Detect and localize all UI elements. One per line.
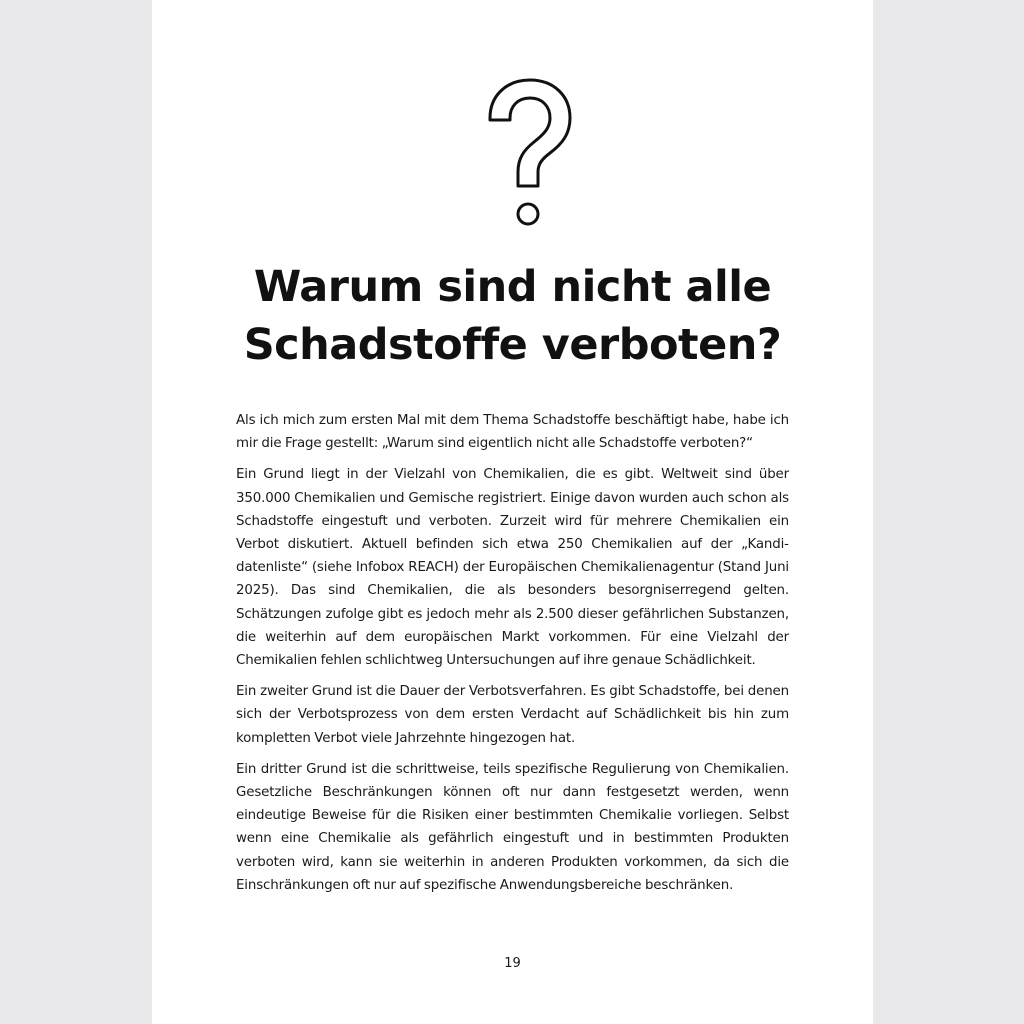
title-line-1: Warum sind nicht alle: [253, 262, 772, 312]
page-title: [152, 258, 873, 374]
question-mark-icon: [480, 76, 576, 228]
body-text: [236, 409, 789, 905]
title-line-2: Schadstoffe verboten?: [243, 320, 782, 370]
paragraph-1: Als ich mich zum ersten Mal mit dem Thema Schadstoffe beschäftigt habe, habe ich mir die Frage gestellt: „Warum sind eigentlich nicht alle Schadstoffe verboten?“: [236, 413, 789, 452]
paragraph-4: Ein dritter Grund ist die schrittweise, teils spezifische Regulierung von Chemikalien. Gesetzliche Beschränkungen können oft nur dann festgesetzt werden, wenn eindeutige Beweise für die Risiken einer bestimmten Chemikalie vorliegen. Selbst wenn eine Chemikalie als gefährlich eingestuft und in bestimmten Produkten verboten wird, kann sie weiterhin in anderen Produkten vorkommen, da sich die Einschränkungen oft nur auf spezifische Anwendungsbereiche beschränken.: [236, 761, 789, 893]
page-number: 19: [504, 956, 521, 971]
paragraph-2: Ein Grund liegt in der Vielzahl von Chemikalien, die es gibt. Weltweit sind über 350.000 Chemikalien und Gemische registriert. Einige davon wurden auch schon als Schadstoffe eingestuft und verboten. Zurzeit wird für mehrere Chemikalien ein Verbot diskutiert. Aktuell befinden sich etwa 250 Chemikalien auf der „Kandidatenliste“ (siehe Infobox REACH) der Europäischen Chemikalienagentur (Stand Juni 2025). Das sind Chemikalien, die als besonders besorgniserregend gelten. Schätzungen zufolge gibt es jedoch mehr als 2.500 dieser gefährlichen Substanzen, die weiterhin auf dem europäischen Markt vorkommen. Für eine Vielzahl der Chemikalien fehlen schlichtweg Untersuchungen auf ihre genaue Schädlichkeit.: [236, 467, 789, 669]
paragraph-3: Ein zweiter Grund ist die Dauer der Verbotsverfahren. Es gibt Schadstoffe, bei denen sich der Verbotsprozess von dem ersten Verdacht auf Schädlichkeit bis hin zum kompletten Verbot viele Jahrzehnte hingezogen hat.: [236, 684, 789, 746]
